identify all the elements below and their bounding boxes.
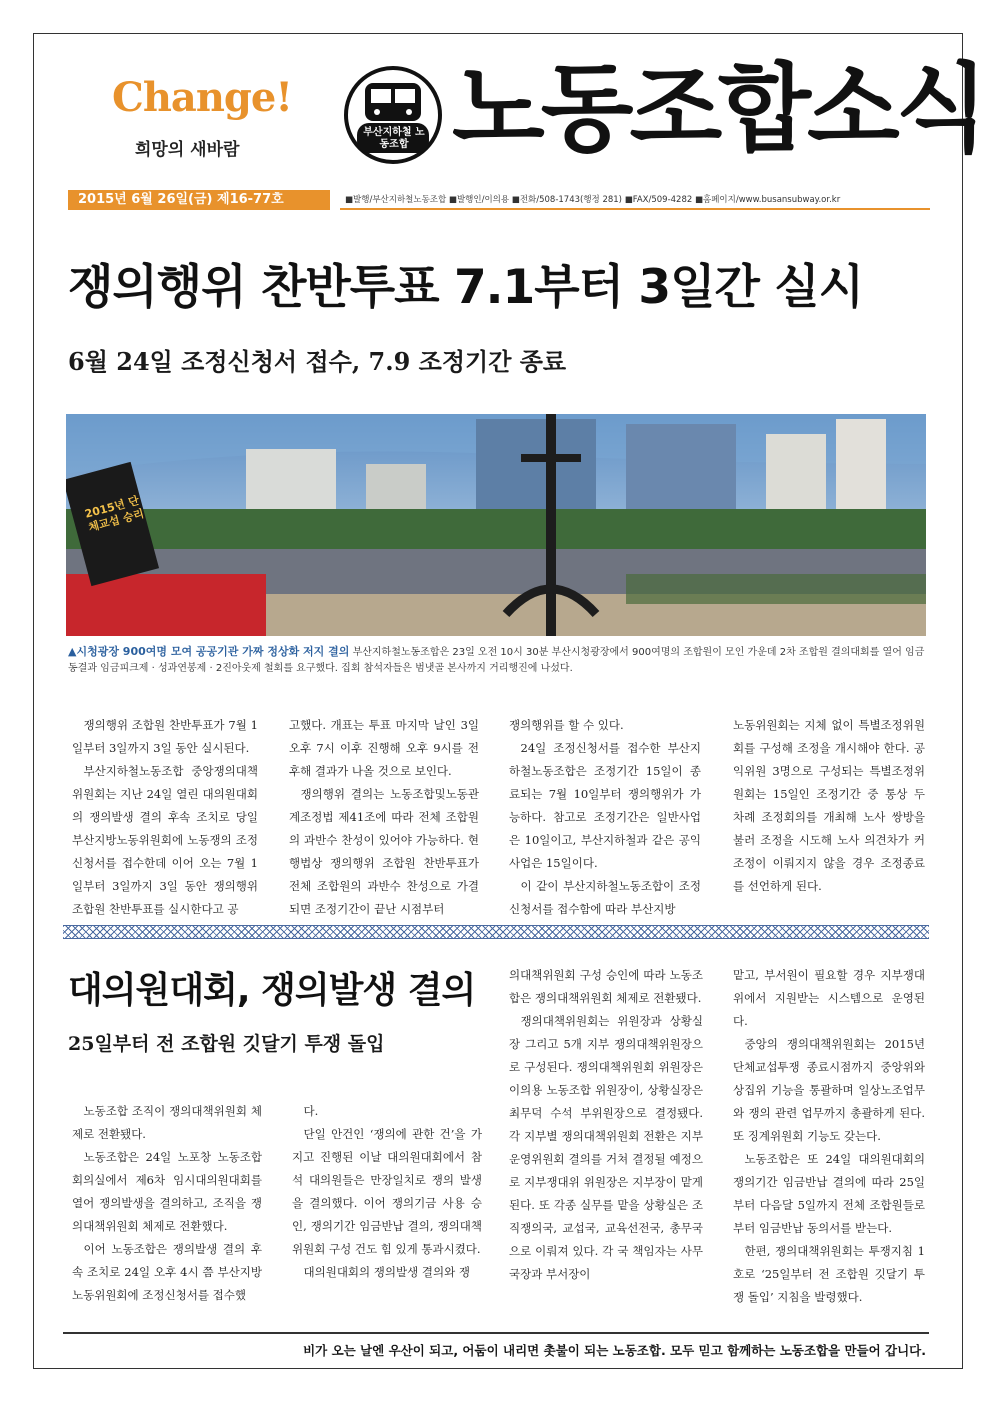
paragraph: 노동조합 조직이 쟁의대책위원회 체제로 전환됐다.: [72, 1104, 262, 1141]
article2-column-3: [509, 964, 703, 1286]
issue-date: 2015년 6월 26일(금) 제16-77호: [68, 190, 330, 210]
paragraph: 부산지하철노동조합 중앙쟁의대책위원회는 지난 24일 열린 대의원대회의 쟁의발생 결의 후속 조치로 당일 부산지방노동위원회에 노동쟁의 조정신청서를 접수한데 이어 오는 7월 1일부터 3일까지 3일 동안 쟁의행위 조합원 찬반투표를 실시한다고 공: [72, 764, 258, 916]
paragraph: 한편, 쟁의대책위원회는 투쟁지침 1호로 ‘25일부터 전 조합원 깃달기 투쟁 돌입’ 지침을 발령했다.: [733, 1244, 925, 1304]
paragraph: 노동위원회는 지체 없이 특별조정위원회를 구성해 조정을 개시해야 한다. 공익위원 3명으로 구성되는 특별조정위원회는 15일인 조정기간 중 통상 두 차례 조정회의를 개최해 노사 쌍방을 불러 조정을 시도해 노사 의견차가 커 조정이 이뤄지지 않을 경우 조정종료를 선언하게 된다.: [733, 718, 925, 893]
paragraph: 쟁의행위를 할 수 있다.: [509, 718, 624, 732]
footer-rule: [63, 1332, 929, 1334]
newsletter-title: 노동조합소식: [452, 52, 985, 165]
section-divider: [63, 925, 929, 939]
paragraph: 24일 조정신청서를 접수한 부산지하철노동조합은 조정기간 15일이 종료되는 7월 10일부터 쟁의행위가 가능하다. 참고로 조정기간은 일반사업은 10일이고, 부산지하철과 같은 공익사업은 15일이다.: [509, 741, 701, 870]
info-bar-rule: [340, 208, 930, 210]
footer-slogan: 비가 오는 날엔 우산이 되고, 어둠이 내리면 촛불이 되는 노동조합. 모두 믿고 함께하는 노동조합을 만들어 갑니다.: [303, 1343, 926, 1358]
paragraph: 노동조합은 24일 노포창 노동조합 회의실에서 제6차 임시대의원대회를 열어 쟁의발생을 결의하고, 조직을 쟁의대책위원회 체제로 전환했다.: [72, 1150, 262, 1233]
paragraph: 단일 안건인 ‘쟁의에 관한 건’을 가지고 진행된 이날 대의원대회에서 참석 대의원들은 만장일치로 쟁의 발생을 결의했다. 이어 쟁의기금 사용 승인, 쟁의기간 임금반납 결의, 쟁의대책위원회 구성 건도 힘 있게 통과시켰다.: [292, 1127, 482, 1256]
paragraph: 쟁의대책위원회는 위원장과 상황실장 그리고 5개 지부 쟁의대책위원장으로 구성된다. 쟁의대책위원회 위원장은 이의용 노동조합 위원장이, 상황실장은 최무덕 수석 부위원장으로 결정됐다. 각 지부별 쟁의대책위원회 전환은 지부운영위원회 결의를 거쳐 결정될 예정으로 지부쟁대위 위원장은 지부장이 맡게 된다. 또 각종 실무를 맡을 상황실은 조직쟁의국, 교섭국, 교육선전국, 총무국으로 이뤄져 있다. 각 국 책임자는 사무국장과 부서장이: [509, 1014, 703, 1281]
rally-photo: [66, 414, 926, 636]
article1-column-2: [289, 714, 479, 921]
article1-column-1: [72, 714, 258, 921]
change-slogan: Change!: [112, 74, 292, 121]
paragraph: 쟁의행위 결의는 노동조합및노동관계조정법 제41조에 따라 전체 조합원의 과반수 찬성이 있어야 가능하다. 현행법상 쟁의행위 조합원 찬반투표가 전체 조합원의 과반수 찬성으로 가결되면 조정기간이 끝난 시점부터: [289, 787, 479, 916]
paragraph: 고했다. 개표는 투표 마지막 날인 3일 오후 7시 이후 진행해 오후 9시를 전후해 결과가 나올 것으로 보인다.: [289, 718, 479, 778]
photo-caption: [68, 644, 928, 677]
article2-subhead: 25일부터 전 조합원 깃달기 투쟁 돌입: [68, 1033, 385, 1055]
photo-banner-text: 2015년 단체교섭 승리: [83, 493, 146, 535]
article2-headline: 대의원대회, 쟁의발생 결의: [68, 970, 476, 1011]
main-subhead: 6월 24일 조정신청서 접수, 7.9 조정기간 종료: [68, 347, 567, 376]
paragraph: 이 같이 부산지하철노동조합이 조정신청서를 접수함에 따라 부산지방: [509, 879, 701, 916]
tagline: 희망의 새바람: [135, 140, 240, 160]
article1-column-4: [733, 714, 925, 898]
seal-text: 부산지하철 노동조합: [363, 127, 425, 150]
paragraph: 대의원대회의 쟁의발생 결의와 쟁: [303, 1265, 470, 1279]
main-headline: 쟁의행위 찬반투표 7.1부터 3일간 실시: [68, 260, 864, 315]
paragraph: 다.: [303, 1104, 319, 1118]
paragraph: 맡고, 부서원이 필요할 경우 지부쟁대위에서 지원받는 시스템으로 운영된다.: [733, 968, 925, 1028]
publisher-info: ■발행/부산지하철노동조합 ■발행인/이의용 ■전화/508-1743(행정 281) ■FAX/509-4282 ■홈페이지/www.busansubway.or.kr: [345, 195, 841, 205]
article1-column-3: [509, 714, 701, 921]
caption-body: 부산지하철노동조합은 23일 오전 10시 30분 부산시청광장에서 900여명의 조합원이 모인 가운데 2차 조합원 결의대회를 열어 임금동결과 임금피크제 · 성과연봉제 · 2진아웃제 철회를 요구했다. 집회 참석자들은 범냇골 본사까지 거리행진에 나섰다.: [68, 647, 925, 674]
article2-column-2: [292, 1100, 482, 1284]
paragraph: 중앙의 쟁의대책위원회는 2015년 단체교섭투쟁 종료시점까지 중앙위와 상집위 기능을 통괄하며 일상노조업무와 쟁의 관련 업무까지 총괄하게 된다. 또 징계위원회 기능도 갖는다.: [733, 1037, 925, 1143]
caption-title: ▲시청광장 900여명 모여 공공기관 가짜 정상화 저지 결의: [68, 645, 350, 658]
paragraph: 쟁의행위 조합원 찬반투표가 7월 1일부터 3일까지 3일 동안 실시된다.: [72, 718, 258, 755]
article2-column-1: [72, 1100, 262, 1307]
article2-column-4: [733, 964, 925, 1309]
paragraph: 이어 노동조합은 쟁의발생 결의 후속 조치로 24일 오후 4시 쯤 부산지방노동위원회에 조정신청서를 접수했: [72, 1242, 262, 1302]
paragraph: 노동조합은 또 24일 대의원대회의 쟁의기간 임금반납 결의에 따라 25일부터 다음달 5일까지 전체 조합원들로부터 임금반납 동의서를 받는다.: [733, 1152, 925, 1235]
paragraph: 의대책위원회 구성 승인에 따라 노동조합은 쟁의대책위원회 체제로 전환됐다.: [509, 968, 703, 1005]
